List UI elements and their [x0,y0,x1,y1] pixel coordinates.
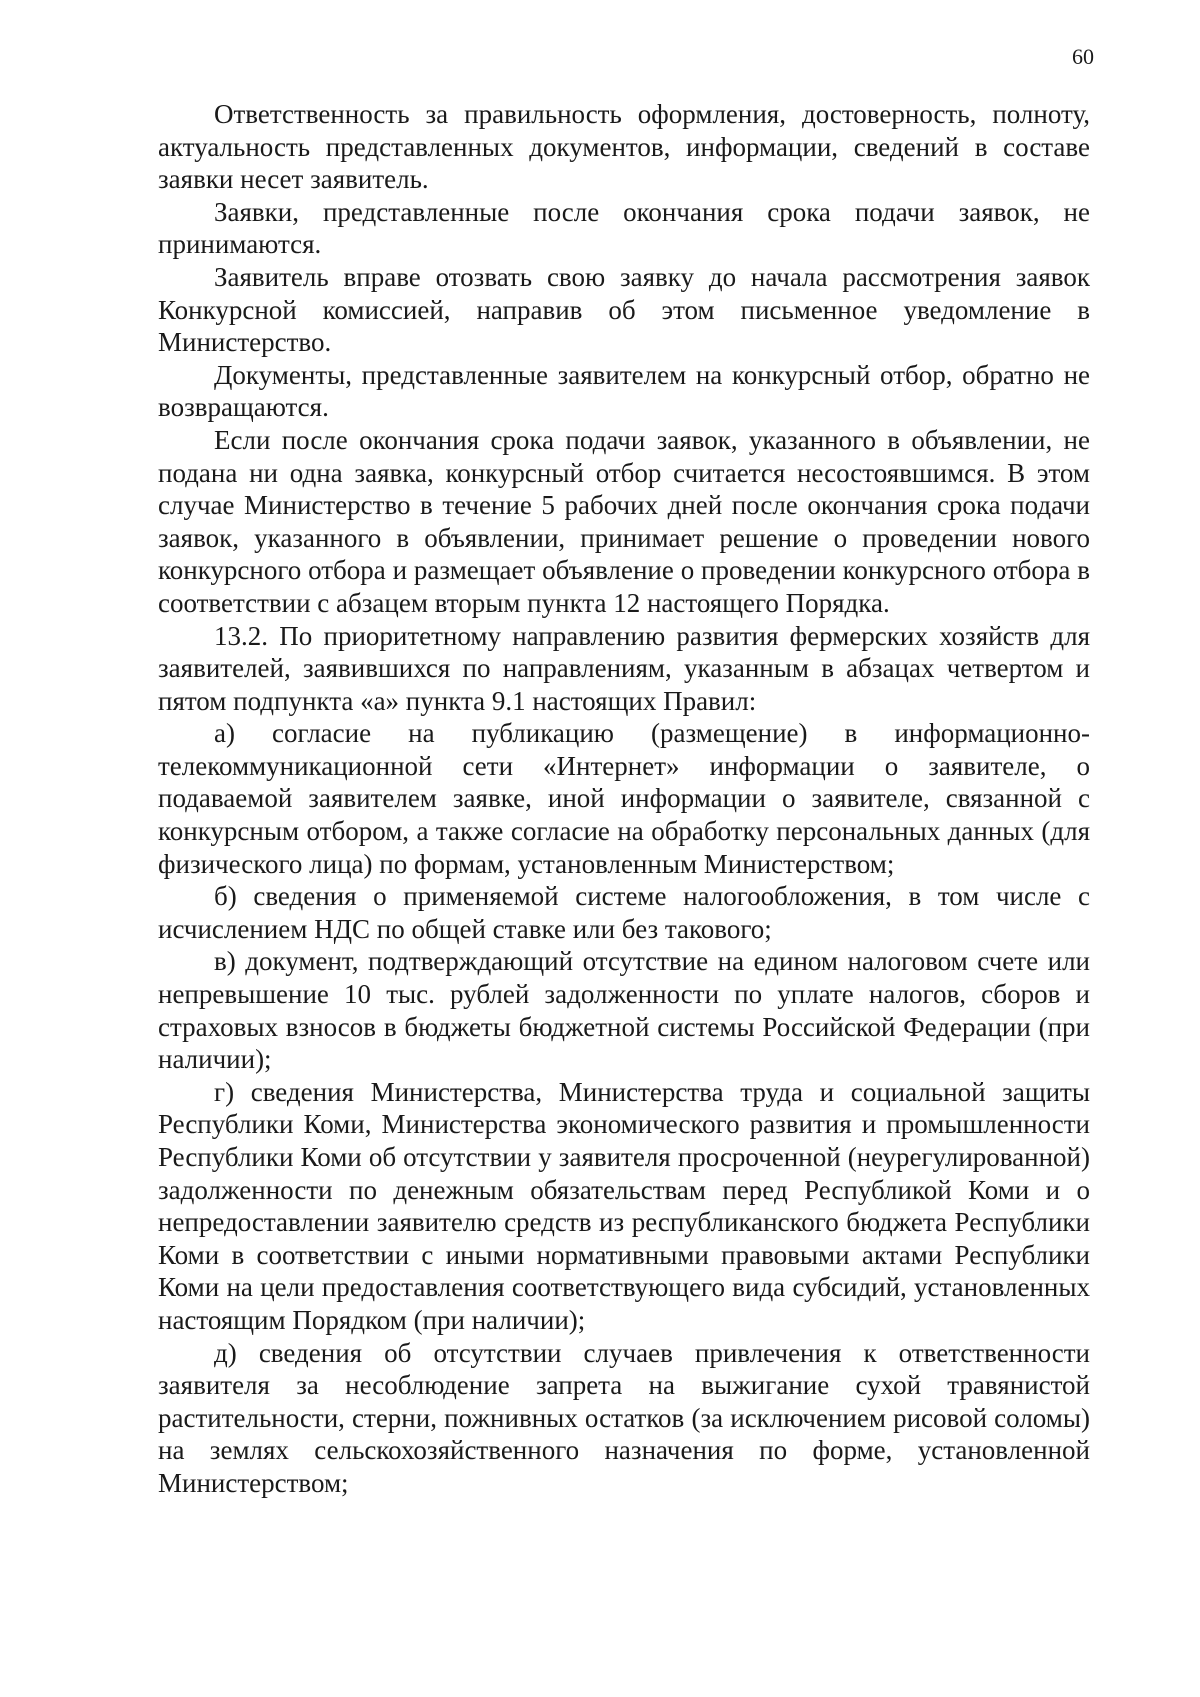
list-item-d: д) сведения об отсутствии случаев привлечения к ответственности заявителя за несоблюдение запрета на выжигание сухой травянистой растительности, стерни, пожнивных остатков (за исключением рисовой соломы) на землях сельскохозяйственного назначения по форме, установленной Министерством; [158,1337,1090,1498]
paragraph-responsibility: Ответственность за правильность оформления, достоверность, полноту, актуальность представленных документов, информации, сведений в составе заявки несет заявитель. [158,99,1090,195]
document-body [158,98,1090,1500]
paragraph-documents-not-returned: Документы, представленные заявителем на конкурсный отбор, обратно не возвращаются. [158,359,1090,423]
list-item-a: а) согласие на публикацию (размещение) в информационно-телекоммуникационной сети «Интернет» информации о заявителе, о подаваемой заявителем заявке, иной информации о заявителе, связанной с конкурсным отбором, а также согласие на обработку персональных данных (для физического лица) по формам, установленным Министерством; [158,718,1090,879]
paragraph-late-applications: Заявки, представленные после окончания срока подачи заявок, не принимаются. [158,196,1090,260]
list-item-b: б) сведения о применяемой системе налогообложения, в том числе с исчислением НДС по общей ставке или без такового; [158,881,1090,944]
paragraph-no-applications: Если после окончания срока подачи заявок, указанного в объявлении, не подана ни одна заявка, конкурсный отбор считается несостоявшимся. В этом случае Министерство в течение 5 рабочих дней после окончания срока подачи заявок, указанного в объявлении, принимает решение о проведении нового конкурсного отбора и размещает объявление о проведении конкурсного отбора в соответствии с абзацем вторым пункта 12 настоящего Порядка. [158,424,1090,618]
paragraph-section-13-2: 13.2. По приоритетному направлению развития фермерских хозяйств для заявителей, заявившихся по направлениям, указанным в абзацах четвертом и пятом подпункта «а» пункта 9.1 настоящих Правил: [158,620,1090,716]
paragraph-withdraw-application: Заявитель вправе отозвать свою заявку до начала рассмотрения заявок Конкурсной комиссией, направив об этом письменное уведомление в Министерство. [158,261,1090,358]
page-number: 60 [1072,44,1094,69]
list-item-g: г) сведения Министерства, Министерства труда и социальной защиты Республики Коми, Министерства экономического развития и промышленности Республики Коми об отсутствии у заявителя просроченной (неурегулированной) задолженности по денежным обязательствам перед Республикой Коми и о непредоставлении заявителю средств из республиканского бюджета Республики Коми в соответствии с иными нормативными правовыми актами Республики Коми на цели предоставления соответствующего вида субсидий, установленных настоящим Порядком (при наличии); [158,1076,1090,1335]
list-item-v: в) документ, подтверждающий отсутствие на едином налоговом счете или непревышение 10 тыс. рублей задолженности по уплате налогов, сборов и страховых взносов в бюджеты бюджетной системы Российской Федерации (при наличии); [158,946,1090,1075]
